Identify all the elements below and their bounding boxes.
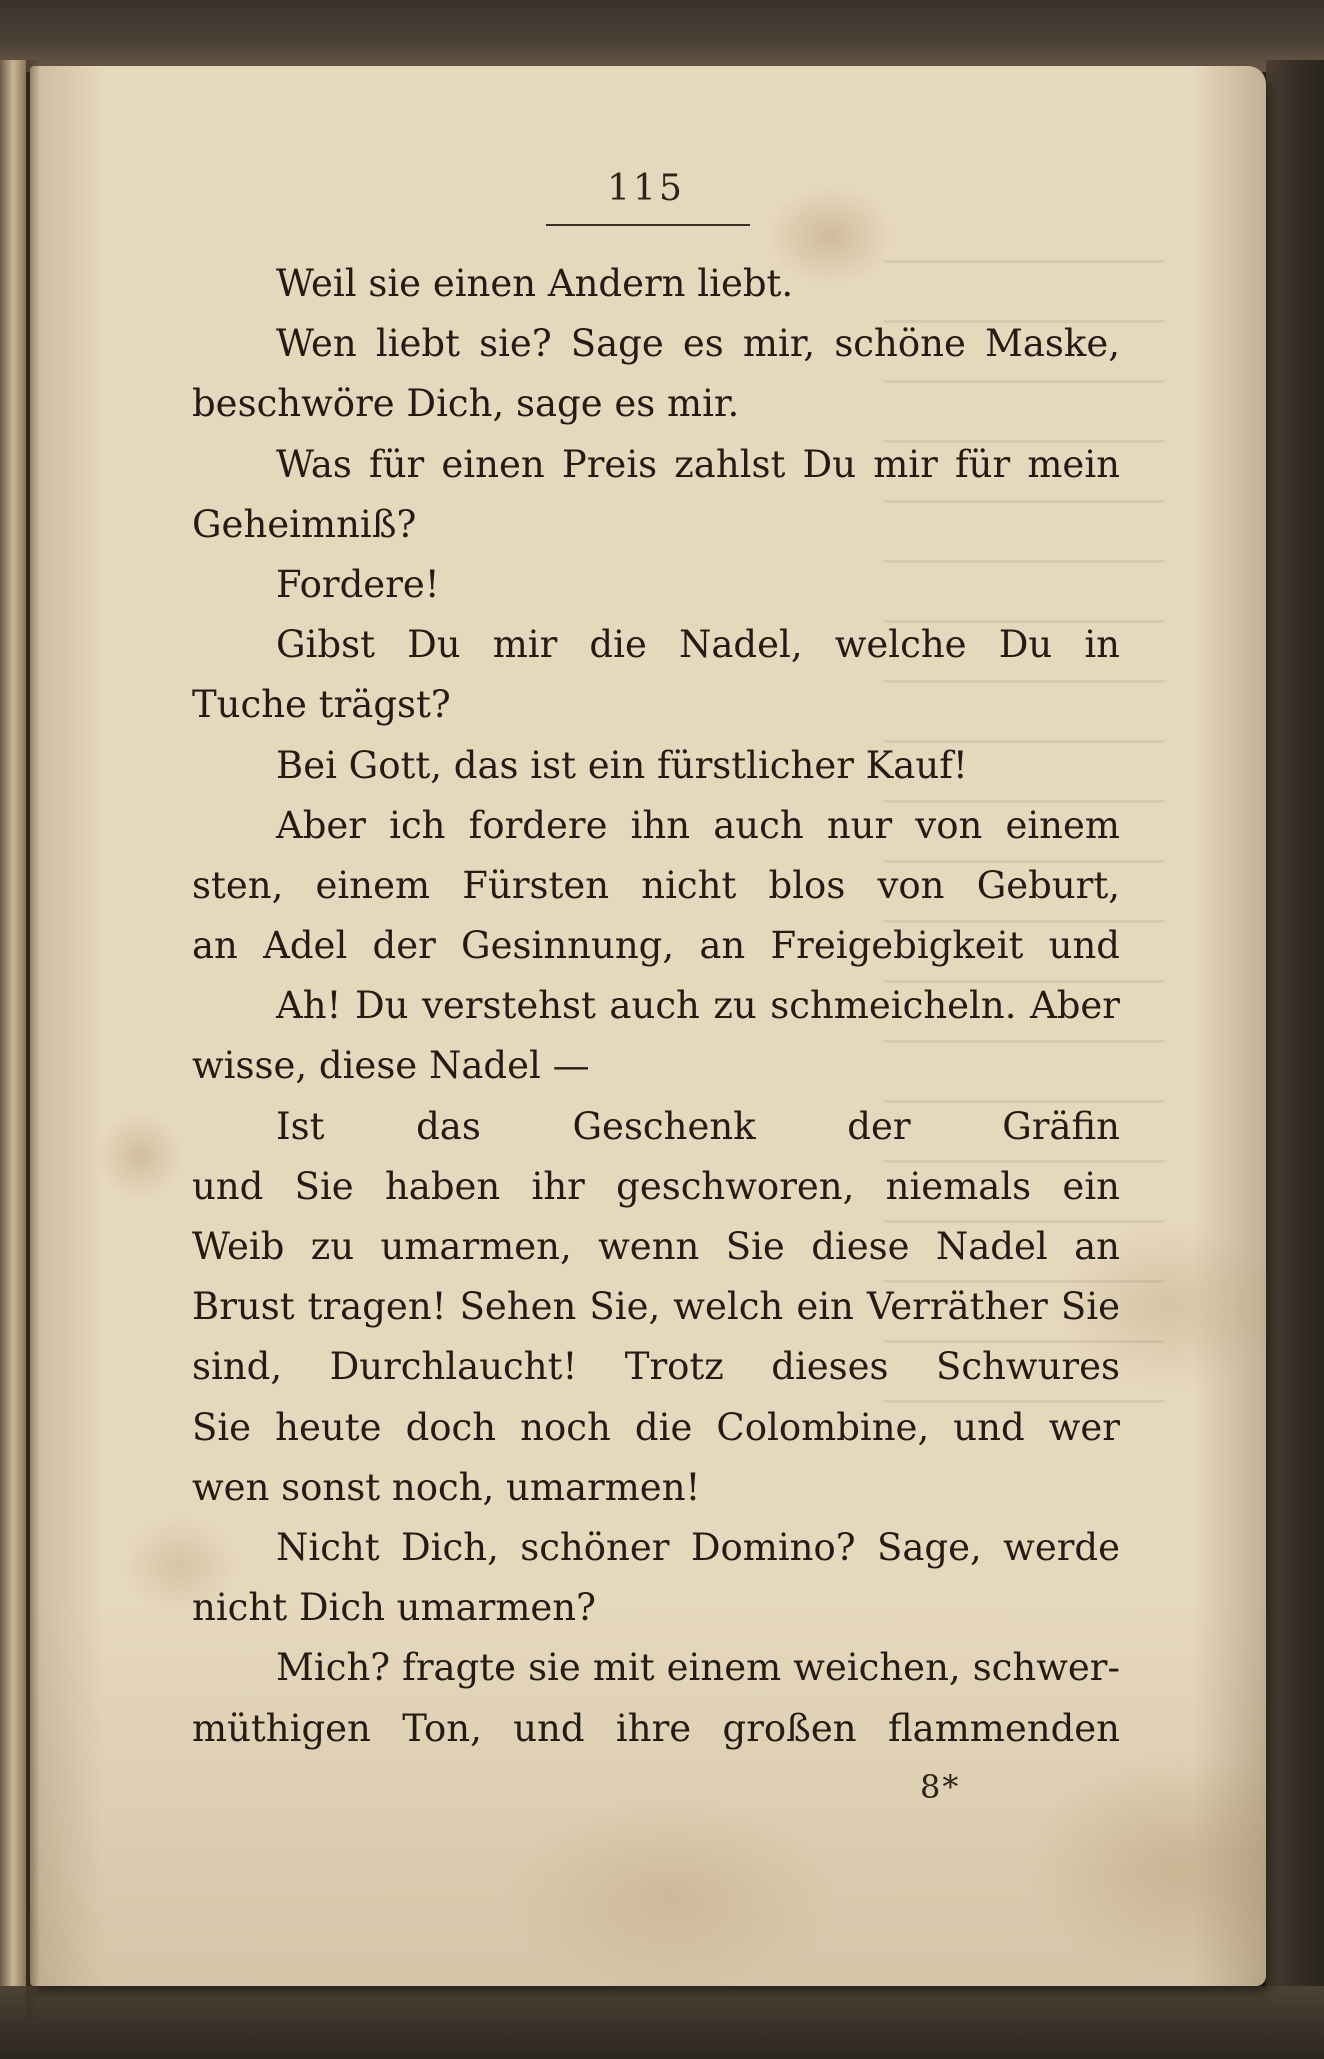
- page-number: 115: [607, 168, 685, 209]
- text-line: Was für einen Preis zahlst Du mir für mein: [276, 442, 1120, 486]
- text-line: beschwöre Dich, sage es mir.: [192, 382, 740, 426]
- text-line: Geheimniß?: [192, 502, 417, 546]
- text-line: müthigen Ton, und ihre großen flammenden: [192, 1706, 1120, 1750]
- text-line: Ist das Geschenk der Gräfin: [276, 1104, 1120, 1148]
- text-line: Ah! Du verstehst auch zu schmeicheln. Aber: [276, 984, 1120, 1028]
- book-bottom-edge: [0, 1986, 1324, 2059]
- text-line: wen sonst noch, umarmen!: [192, 1465, 701, 1509]
- text-line: an Adel der Gesinnung, an Freigebigkeit und: [192, 924, 1120, 968]
- book-cover-edge: [1266, 60, 1324, 2020]
- body-text: [192, 254, 1120, 1759]
- text-line: Weib zu umarmen, wenn Sie diese Nadel an: [192, 1225, 1120, 1268]
- text-line: Fordere!: [276, 562, 440, 606]
- text-line: Aber ich fordere ihn auch nur von einem: [276, 803, 1120, 847]
- text-line: Tuche trägst?: [192, 683, 451, 727]
- spine-shadow: [26, 60, 40, 2020]
- text-line: Mich? fragte sie mit einem weichen, schwer-: [276, 1646, 1120, 1690]
- text-line: Brust tragen! Sehen Sie, welch ein Verräther Sie: [192, 1285, 1120, 1329]
- text-line: Gibst Du mir die Nadel, welche Du in: [276, 623, 1120, 667]
- text-line: Wen liebt sie? Sage es mir, schöne Maske,: [276, 322, 1120, 366]
- book-top-edge: [0, 0, 1324, 72]
- text-line: nicht Dich umarmen?: [192, 1586, 596, 1630]
- header-rule: [546, 224, 750, 226]
- text-line: Nicht Dich, schöner Domino? Sage, werde: [276, 1525, 1120, 1569]
- left-page-edge: [0, 60, 26, 2020]
- text-line: sten, einem Fürsten nicht blos von Geburt,: [192, 863, 1120, 907]
- text-line: und Sie haben ihr geschworen, niemals ein: [192, 1164, 1120, 1208]
- text-line: Sie heute doch noch die Colombine, und wer: [192, 1405, 1120, 1449]
- text-line: Bei Gott, das ist ein fürstlicher Kauf!: [276, 743, 968, 787]
- text-line: wisse, diese Nadel —: [192, 1044, 590, 1088]
- text-line: Weil sie einen Andern liebt.: [276, 262, 794, 305]
- text-line: sind, Durchlaucht! Trotz dieses Schwures: [192, 1345, 1120, 1389]
- signature-mark: 8*: [920, 1768, 961, 1806]
